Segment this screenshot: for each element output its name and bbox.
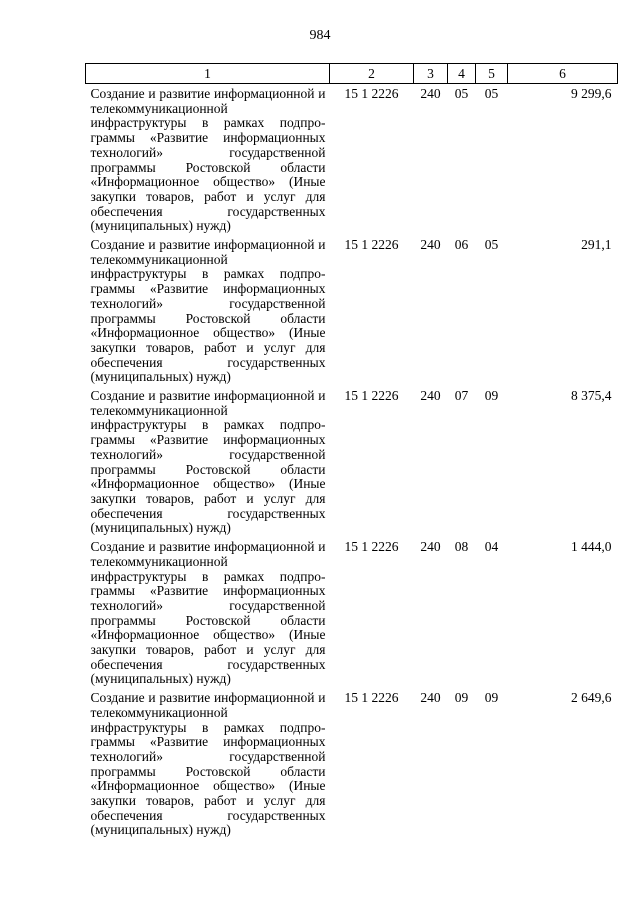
column-header-6: 6 [508,64,618,84]
row-expense-type: 240 [420,388,441,404]
row-section: 08 [454,539,469,555]
column-header-1: 1 [86,64,330,84]
row-description: Создание и развитие информационной и телекоммуникационной инфраструктуры в рамках подпрограммы «Развитие информационных технологий» государственной программы Ростовской области «Информационное общество» (Иные закупки товаров, работ и услуг для обеспечения государственных (муниципальных) нужд) [90,690,326,838]
row-expense-type: 240 [420,690,441,706]
row-amount: 8 375,4 [571,388,612,404]
row-subsection: 05 [484,86,499,101]
table-body [86,84,618,839]
column-header-4: 4 [448,64,476,84]
row-target-article: 15 1 2226 [344,539,399,555]
row-subsection: 04 [484,539,499,555]
row-subsection: 09 [484,388,499,404]
page-number: 984 [309,28,331,43]
row-description: Создание и развитие информационной и телекоммуникационной инфраструктуры в рамках подпрограммы «Развитие информационных технологий» государственной программы Ростовской области «Информационное общество» (Иные закупки товаров, работ и услуг для обеспечения государственных (муниципальных) нужд) [90,388,326,536]
row-target-article: 15 1 2226 [344,86,399,101]
row-description: Создание и развитие информационной и телекоммуникационной инфраструктуры в рамках подпрограммы «Развитие информационных технологий» государственной программы Ростовской области «Информационное общество» (Иные закупки товаров, работ и услуг для обеспечения государственных (муниципальных) нужд) [90,237,326,385]
column-header-2: 2 [330,64,414,84]
row-amount: 2 649,6 [571,690,612,706]
row-amount: 1 444,0 [571,539,612,555]
table-row [86,385,618,536]
row-target-article: 15 1 2226 [344,237,399,253]
table-header [86,64,618,84]
column-header-3: 3 [414,64,448,84]
row-target-article: 15 1 2226 [344,690,399,706]
column-header-5: 5 [476,64,508,84]
row-description: Создание и развитие информационной и телекоммуникационной инфраструктуры в рамках подпрограммы «Развитие информационных технологий» государственной программы Ростовской области «Информационное общество» (Иные закупки товаров, работ и услуг для обеспечения государственных (муниципальных) нужд) [90,86,326,234]
row-expense-type: 240 [420,237,441,253]
table-row [86,536,618,687]
row-section: 09 [454,690,469,706]
row-description: Создание и развитие информационной и телекоммуникационной инфраструктуры в рамках подпрограммы «Развитие информационных технологий» государственной программы Ростовской области «Информационное общество» (Иные закупки товаров, работ и услуг для обеспечения государственных (муниципальных) нужд) [90,539,326,687]
row-subsection: 09 [484,690,499,706]
table-row [86,687,618,838]
row-amount: 9 299,6 [571,86,612,101]
row-section: 07 [454,388,469,404]
row-expense-type: 240 [420,539,441,555]
row-target-article: 15 1 2226 [344,388,399,404]
table-row [86,234,618,385]
table-row [86,84,618,235]
row-section: 06 [454,237,469,253]
row-section: 05 [454,86,469,101]
row-expense-type: 240 [420,86,441,101]
row-amount: 291,1 [581,237,612,253]
header-row [86,64,618,84]
budget-table [85,63,618,838]
row-subsection: 05 [484,237,499,253]
